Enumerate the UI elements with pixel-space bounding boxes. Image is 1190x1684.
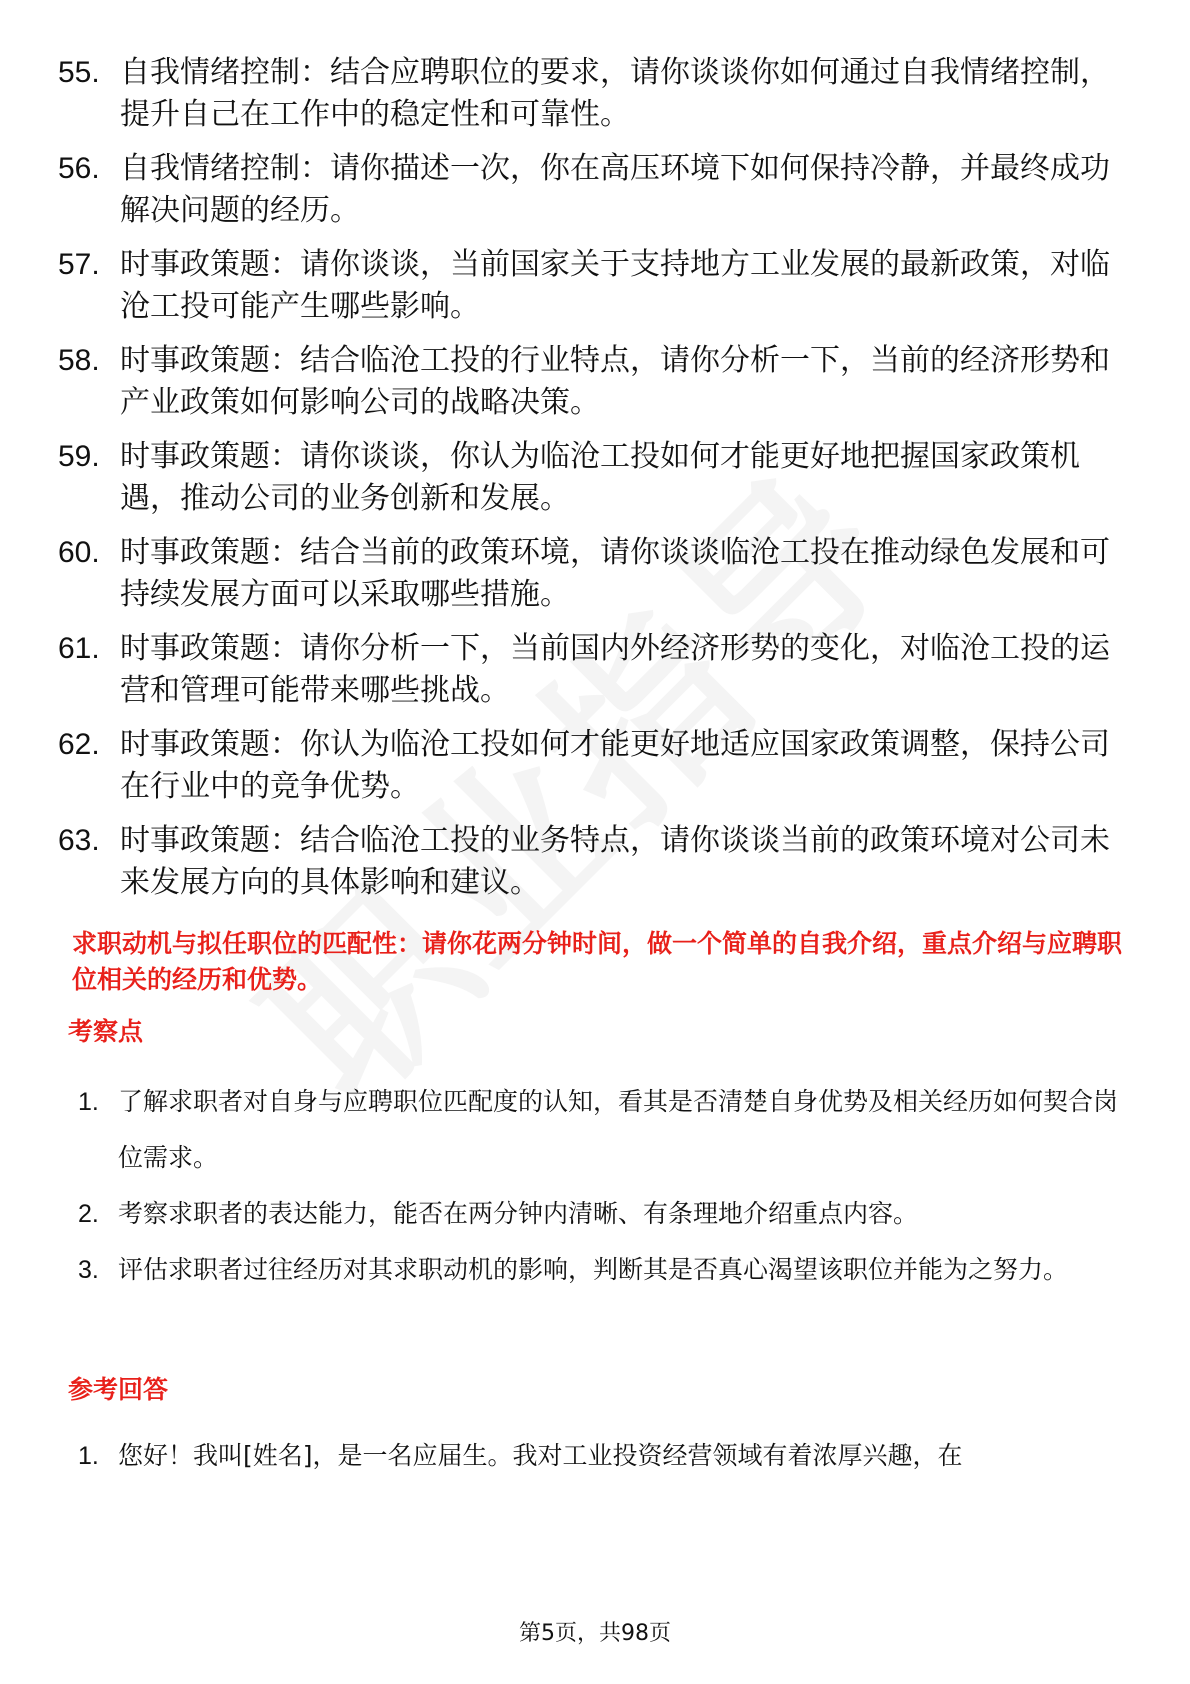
reference-heading: 参考回答 [68, 1375, 169, 1404]
list-item [58, 532, 1118, 616]
item-text: 时事政策题：结合当前的政策环境，请你谈谈临沧工投在推动绿色发展和可持续发展方面可以采取哪些措施。 [120, 535, 1110, 612]
item-number: 62. [58, 728, 100, 761]
list-item [78, 1074, 1118, 1186]
item-text: 评估求职者过往经历对其求职动机的影响，判断其是否真心渴望该职位并能为之努力。 [118, 1255, 1069, 1284]
item-text: 时事政策题：请你谈谈，你认为临沧工投如何才能更好地把握国家政策机遇，推动公司的业务创新和发展。 [120, 439, 1080, 516]
item-text: 时事政策题：请你分析一下，当前国内外经济形势的变化，对临沧工投的运营和管理可能带来哪些挑战。 [120, 631, 1110, 708]
list-item [58, 52, 1118, 136]
item-text: 时事政策题：结合临沧工投的行业特点，请你分析一下，当前的经济形势和产业政策如何影响公司的战略决策。 [120, 343, 1110, 420]
item-number: 1. [78, 1442, 99, 1470]
item-number: 59. [58, 440, 100, 473]
item-text: 时事政策题：请你谈谈，当前国家关于支持地方工业发展的最新政策，对临沧工投可能产生哪些影响。 [120, 247, 1110, 324]
item-number: 3. [78, 1256, 99, 1284]
list-item [58, 244, 1118, 328]
reference-list [78, 1428, 1118, 1484]
item-number: 58. [58, 344, 100, 377]
list-item [58, 148, 1118, 232]
item-number: 56. [58, 152, 100, 185]
list-item [58, 628, 1118, 712]
item-number: 2. [78, 1200, 99, 1228]
list-item [78, 1428, 1118, 1484]
item-number: 55. [58, 56, 100, 89]
item-number: 57. [58, 248, 100, 281]
list-item [78, 1186, 1118, 1242]
page-number: 第5页，共98页 [519, 1621, 671, 1646]
list-item [58, 436, 1118, 520]
assessment-heading: 考察点 [68, 1017, 144, 1046]
featured-question: 求职动机与拟任职位的匹配性：请你花两分钟时间，做一个简单的自我介绍，重点介绍与应聘职位相关的经历和优势。 [72, 929, 1123, 994]
item-number: 61. [58, 632, 100, 665]
item-text: 时事政策题：你认为临沧工投如何才能更好地适应国家政策调整，保持公司在行业中的竞争优势。 [120, 727, 1110, 804]
item-text: 您好！我叫[姓名]，是一名应届生。我对工业投资经营领域有着浓厚兴趣，在 [118, 1441, 963, 1470]
item-text: 考察求职者的表达能力，能否在两分钟内清晰、有条理地介绍重点内容。 [118, 1199, 919, 1228]
item-text: 自我情绪控制：结合应聘职位的要求，请你谈谈你如何通过自我情绪控制，提升自己在工作中的稳定性和可靠性。 [120, 55, 1110, 132]
list-item [78, 1242, 1118, 1298]
item-number: 1. [78, 1088, 99, 1116]
list-item [58, 820, 1118, 904]
item-number: 63. [58, 824, 100, 857]
item-text: 自我情绪控制：请你描述一次，你在高压环境下如何保持冷静，并最终成功解决问题的经历。 [120, 151, 1110, 228]
assessment-list [78, 1074, 1118, 1298]
list-item [58, 340, 1118, 424]
item-text: 时事政策题：结合临沧工投的业务特点，请你谈谈当前的政策环境对公司未来发展方向的具体影响和建议。 [120, 823, 1110, 900]
item-text: 了解求职者对自身与应聘职位匹配度的认知，看其是否清楚自身优势及相关经历如何契合岗位需求。 [118, 1087, 1119, 1172]
question-list [58, 52, 1118, 916]
list-item [58, 724, 1118, 808]
item-number: 60. [58, 536, 100, 569]
